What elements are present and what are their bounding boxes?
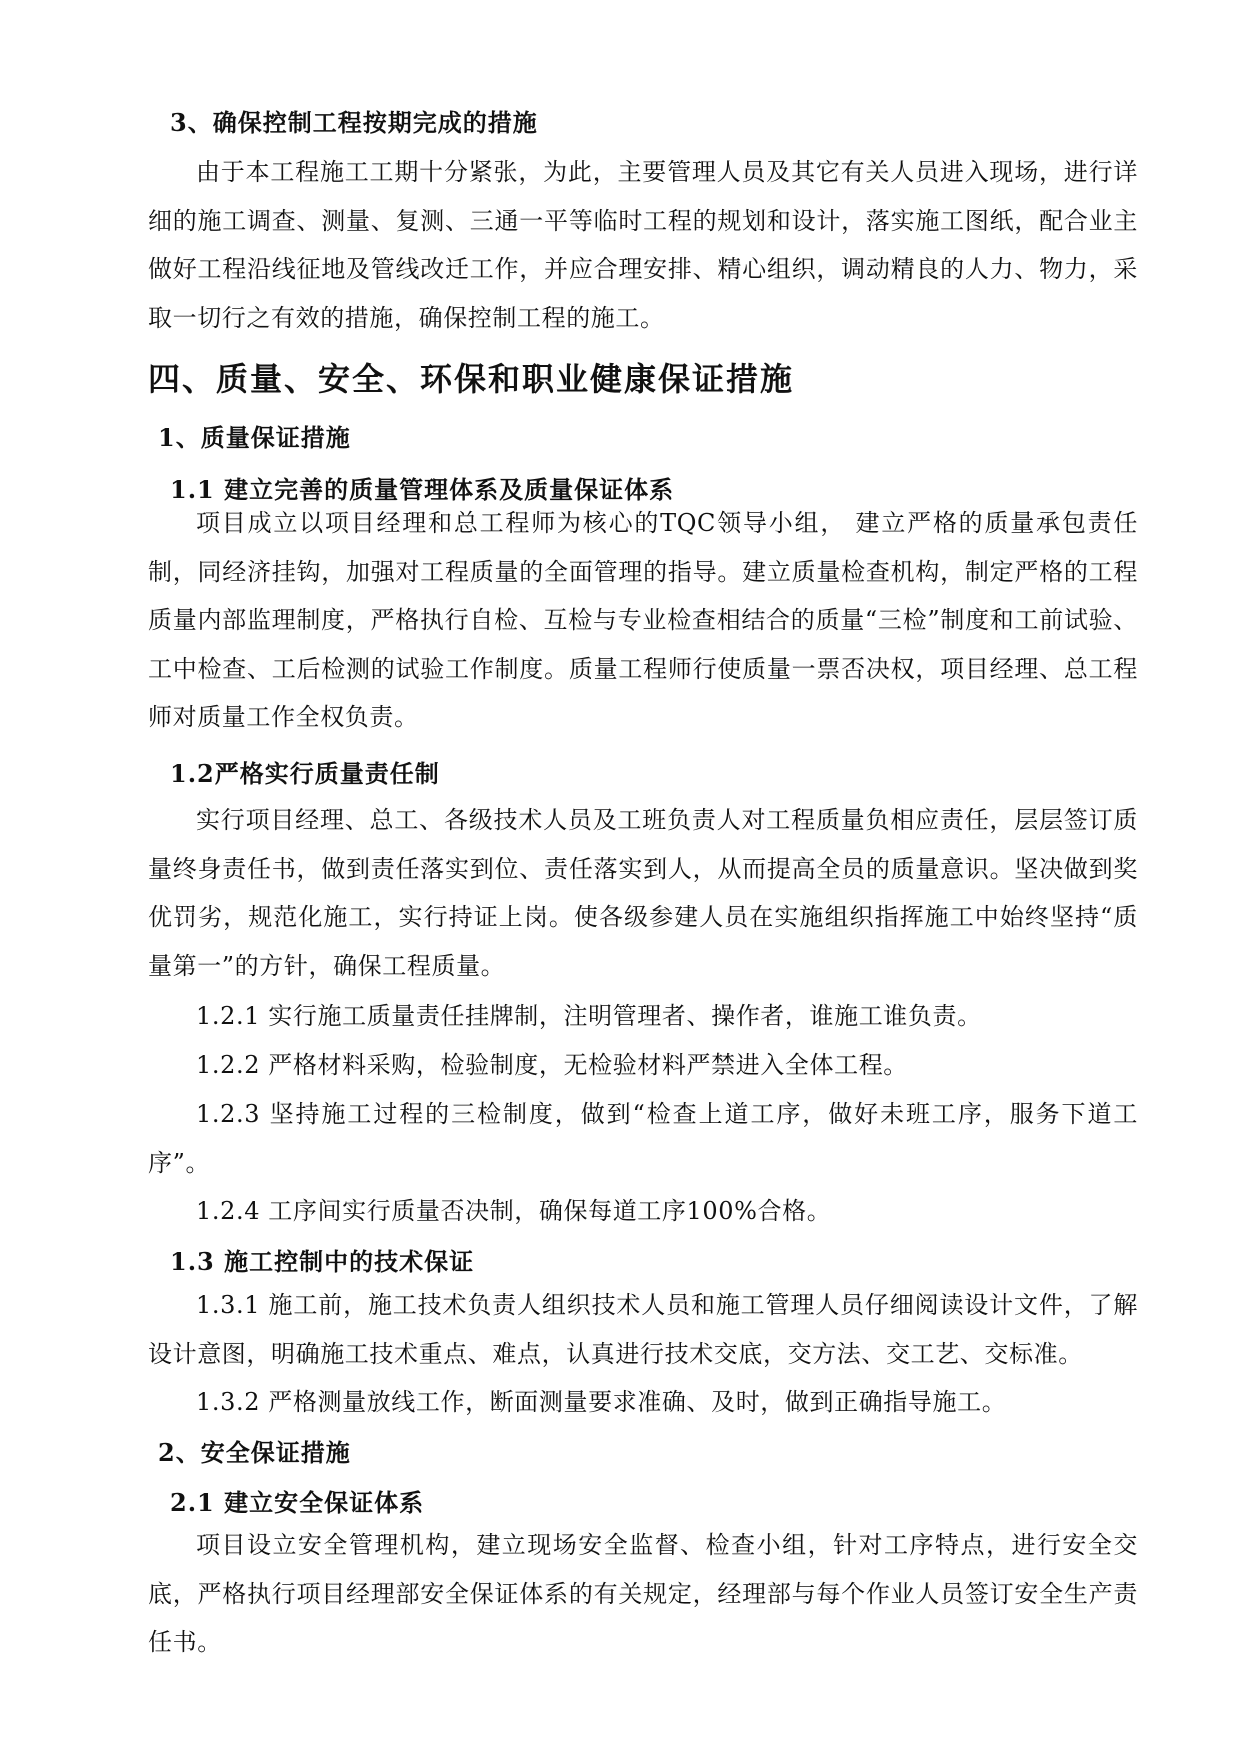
paragraph-schedule-measures: 由于本工程施工工期十分紧张，为此，主要管理人员及其它有关人员进入现场，进行详细的施工调查、测量、复测、三通一平等临时工程的规划和设计，落实施工图纸，配合业主做好工程沿线征地及管线改迁工作，并应合理安排、精心组织，调动精良的人力、物力，采取一切行之有效的措施，确保控制工程的施工。 bbox=[148, 158, 1138, 332]
paragraph-1-1: 项目成立以项目经理和总工程师为核心的TQC领导小组， 建立严格的质量承包责任制，同经济挂钩，加强对工程质量的全面管理的指导。建立质量检查机构，制定严格的工程质量内部监理制度，严格执行自检、互检与专业检查相结合的质量“三检”制度和工前试验、工中检查、工后检测的试验工作制度。质量工程师行使质量一票否决权，项目经理、总工程师对质量工作全权负责。 bbox=[148, 509, 1138, 731]
item-1-2-4: 1.2.4 工序间实行质量否决制，确保每道工序100%合格。 bbox=[196, 1197, 832, 1225]
item-1-3-2: 1.3.2 严格测量放线工作，断面测量要求准确、及时，做到正确指导施工。 bbox=[196, 1388, 1007, 1416]
section-1-3-title: 1.3 施工控制中的技术保证 bbox=[170, 1247, 475, 1276]
section-2-1-title: 2.1 建立安全保证体系 bbox=[170, 1488, 425, 1517]
section-2-title: 2、安全保证措施 bbox=[158, 1438, 351, 1467]
paragraph-2-1: 项目设立安全管理机构，建立现场安全监督、检查小组，针对工序特点，进行安全交底，严格执行项目经理部安全保证体系的有关规定，经理部与每个作业人员签订安全生产责任书。 bbox=[148, 1531, 1138, 1656]
heading-3-ensure-schedule: 3、确保控制工程按期完成的措施 bbox=[170, 108, 538, 137]
item-1-2-3: 1.2.3 坚持施工过程的三检制度，做到“检查上道工序，做好未班工序，服务下道工序”。 bbox=[148, 1100, 1138, 1177]
section-1-title: 1、质量保证措施 bbox=[158, 423, 351, 452]
section-1-2-title: 1.2严格实行质量责任制 bbox=[170, 759, 440, 788]
chapter-4-title: 四、质量、安全、环保和职业健康保证措施 bbox=[148, 360, 795, 398]
item-1-2-2: 1.2.2 严格材料采购，检验制度，无检验材料严禁进入全体工程。 bbox=[196, 1051, 908, 1079]
section-1-1-title: 1.1 建立完善的质量管理体系及质量保证体系 bbox=[170, 475, 675, 504]
item-1-2-1: 1.2.1 实行施工质量责任挂牌制，注明管理者、操作者，谁施工谁负责。 bbox=[196, 1002, 982, 1030]
paragraph-1-2: 实行项目经理、总工、各级技术人员及工班负责人对工程质量负相应责任，层层签订质量终身责任书，做到责任落实到位、责任落实到人，从而提高全员的质量意识。坚决做到奖优罚劣，规范化施工，实行持证上岗。使各级参建人员在实施组织指挥施工中始终坚持“质量第一”的方针，确保工程质量。 bbox=[148, 806, 1138, 980]
item-1-3-1: 1.3.1 施工前，施工技术负责人组织技术人员和施工管理人员仔细阅读设计文件，了解设计意图，明确施工技术重点、难点，认真进行技术交底，交方法、交工艺、交标准。 bbox=[148, 1291, 1138, 1368]
